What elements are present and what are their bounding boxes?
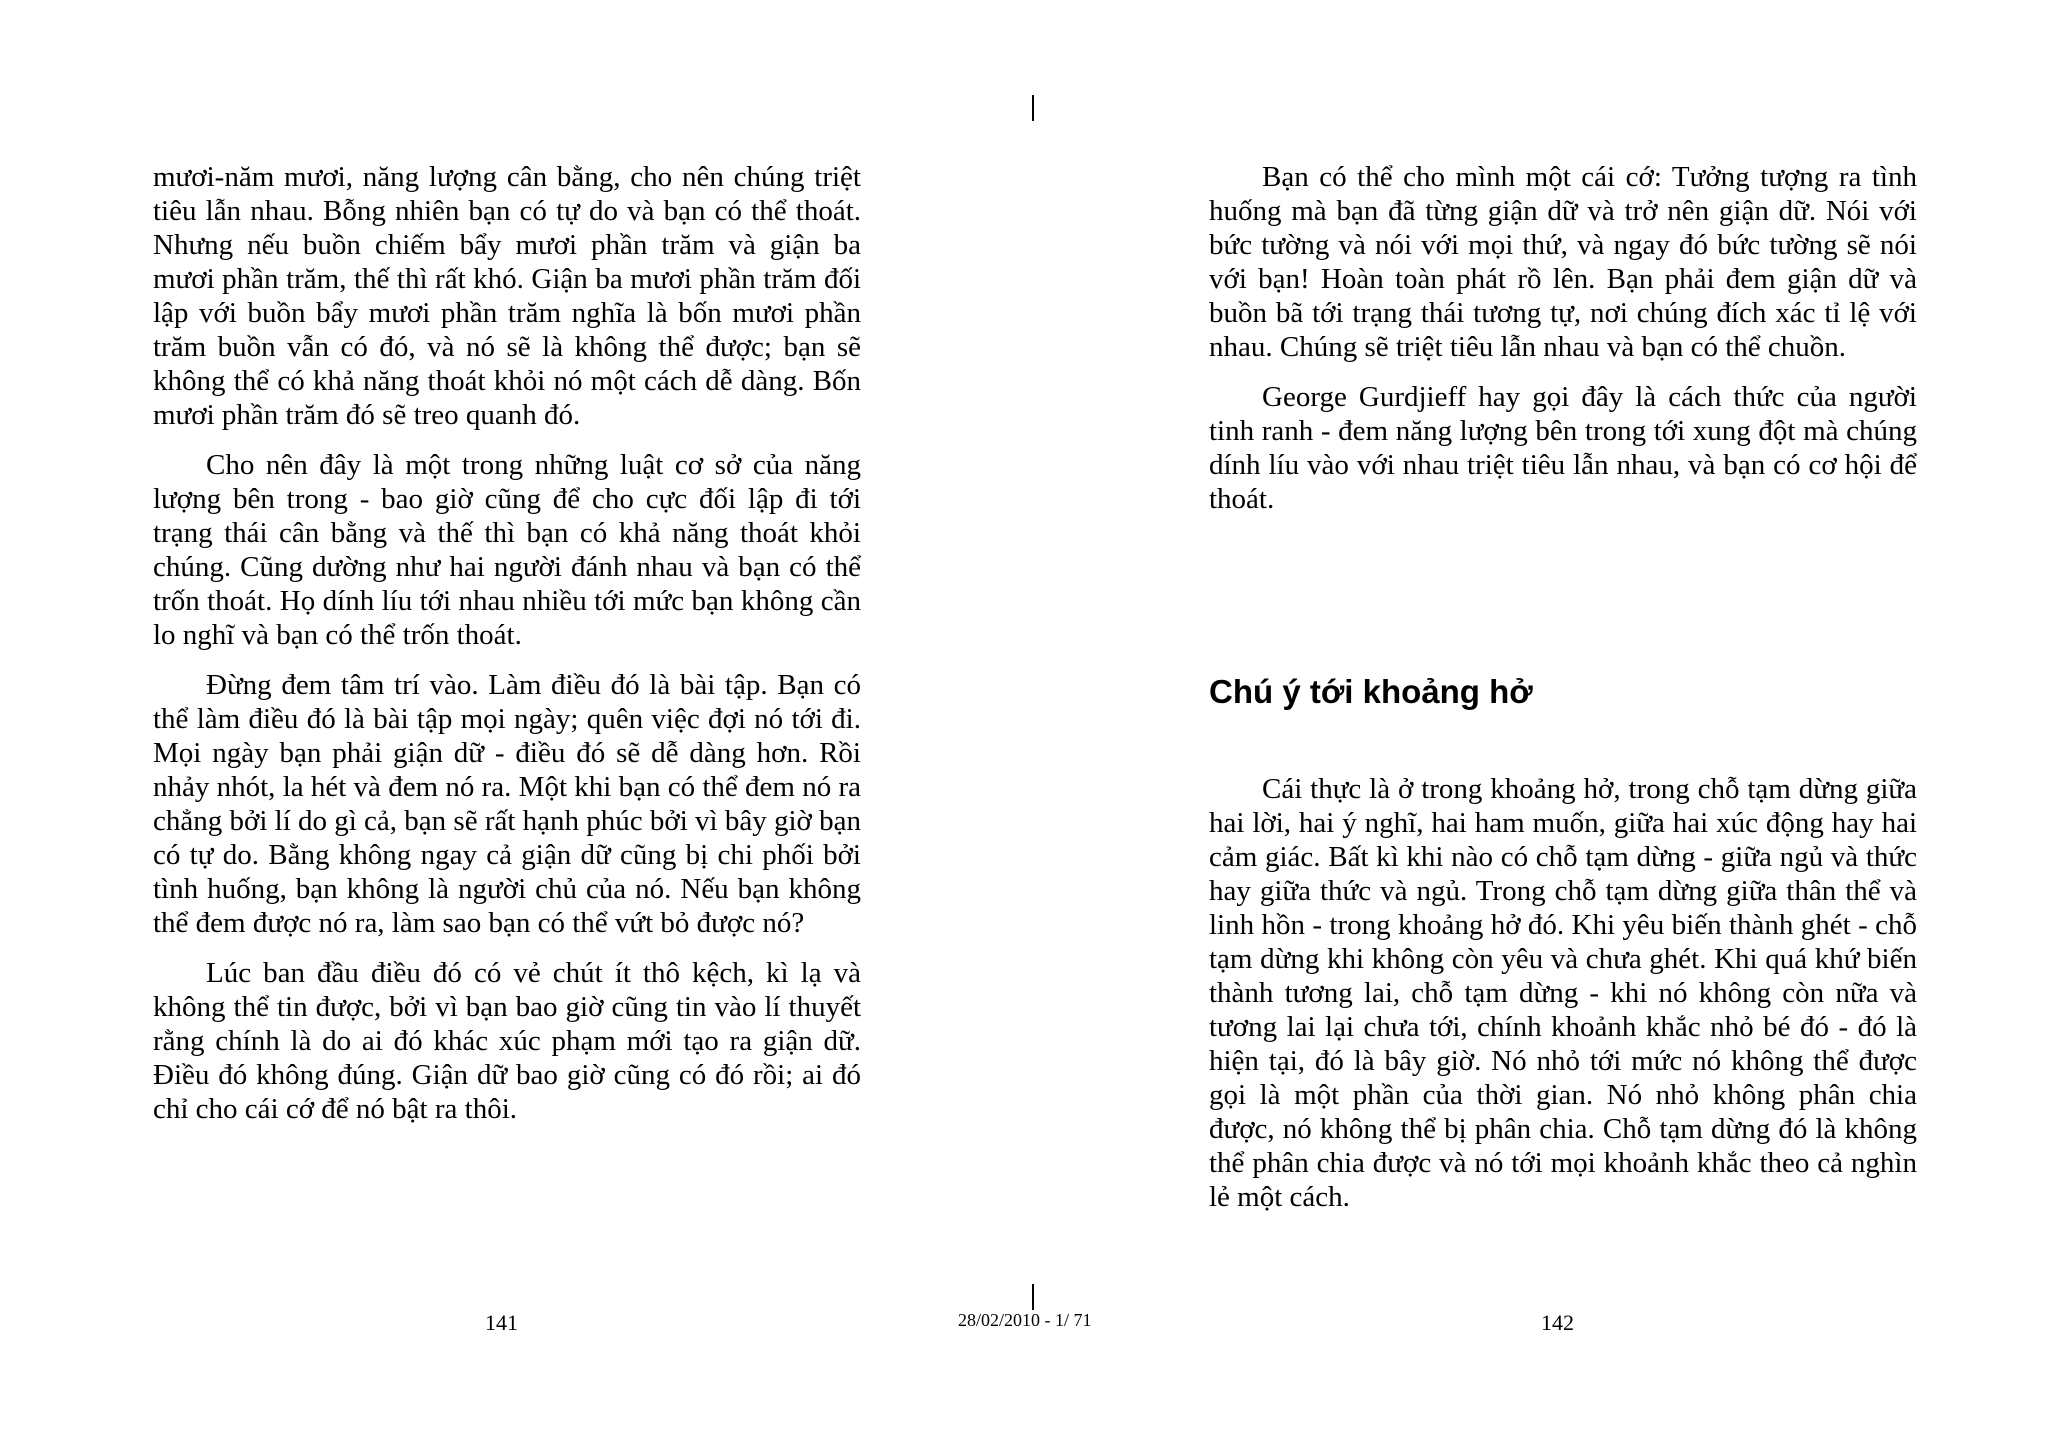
paragraph: Đừng đem tâm trí vào. Làm điều đó là bài tập. Bạn có thể làm điều đó là bài tập mọi ngày; quên việc đợi nó tới đi. Mọi ngày bạn phải giận dữ - điều đó sẽ dễ dàng hơn. Rồi nhảy nhót, la hét và đem nó ra. Một khi bạn có thể đem nó ra chẳng bởi lí do gì cả, bạn sẽ rất hạnh phúc bởi vì bây giờ bạn có tự do. Bằng không ngay cả giận dữ cũng bị chi phối bởi tình huống, bạn không là người chủ của nó. Nếu bạn không thể đem được nó ra, làm sao bạn có thể vứt bỏ được nó? (153, 669, 861, 939)
section-heading: Chú ý tới khoảng hở (1209, 673, 1533, 710)
paragraph: Lúc ban đầu điều đó có vẻ chút ít thô kệch, kì lạ và không thể tin được, bởi vì bạn bao giờ cũng tin vào lí thuyết rằng chính là do ai đó khác xúc phạm mới tạo ra giận dữ. Điều đó không đúng. Giận dữ bao giờ cũng có đó rồi; ai đó chỉ cho cái cớ để nó bật ra thôi. (153, 957, 861, 1125)
paragraph: mươi-năm mươi, năng lượng cân bằng, cho nên chúng triệt tiêu lẫn nhau. Bỗng nhiên bạn có tự do và bạn có thể thoát. Nhưng nếu buồn chiếm bẩy mươi phần trăm và giận ba mươi phần trăm, thế thì rất khó. Giận ba mươi phần trăm đối lập với buồn bẩy mươi phần trăm nghĩa là bốn mươi phần trăm buồn vẫn có đó, và nó sẽ là không thể được; bạn sẽ không thể có khả năng thoát khỏi nó một cách dễ dàng. Bốn mươi phần trăm đó sẽ treo quanh đó. (153, 161, 861, 431)
paragraph: Cái thực là ở trong khoảng hở, trong chỗ tạm dừng giữa hai lời, hai ý nghĩ, hai ham muốn, giữa hai xúc động hay hai cảm giác. Bất kì khi nào có chỗ tạm dừng - giữa ngủ và thức hay giữa thức và ngủ. Trong chỗ tạm dừng giữa thân thể và linh hồn - trong khoảng hở đó. Khi yêu biến thành ghét - chỗ tạm dừng khi không còn yêu và chưa ghét. Khi quá khứ biến thành tương lai, chỗ tạm dừng - khi nó không còn nữa và tương lai lại chưa tới, chính khoảnh khắc nhỏ bé đó - đó là hiện tại, đó là bây giờ. Nó nhỏ tới mức nó không thể được gọi là một phần của thời gian. Nó nhỏ không phân chia được, nó không thể bị phân chia. Chỗ tạm dừng đó là không thể phân chia được và nó tới mọi khoảnh khắc theo cả nghìn lẻ một cách. (1209, 773, 1917, 1213)
right-page-body-top (1209, 160, 1917, 532)
left-page-body (153, 160, 861, 1142)
right-page-body-bottom (1209, 772, 1917, 1230)
page-number-right: 142 (1541, 1310, 1574, 1335)
page-number-left: 141 (485, 1310, 518, 1335)
paragraph: George Gurdjieff hay gọi đây là cách thức của người tinh ranh - đem năng lượng bên trong tới xung đột mà chúng dính líu vào với nhau triệt tiêu lẫn nhau, và bạn có cơ hội để thoát. (1209, 381, 1917, 515)
gutter-mark-bottom (1032, 1284, 1034, 1310)
gutter-mark-top (1032, 95, 1034, 121)
paragraph: Cho nên đây là một trong những luật cơ sở của năng lượng bên trong - bao giờ cũng để cho cực đối lập đi tới trạng thái cân bằng và thế thì bạn có khả năng thoát khỏi chúng. Cũng dường như hai người đánh nhau và bạn có thể trốn thoát. Họ dính líu tới nhau nhiều tới mức bạn không cần lo nghĩ và bạn có thể trốn thoát. (153, 449, 861, 651)
footer-date-page: 28/02/2010 - 1/ 71 (958, 1310, 1092, 1330)
paragraph: Bạn có thể cho mình một cái cớ: Tưởng tượng ra tình huống mà bạn đã từng giận dữ và trở nên giận dữ. Nói với bức tường và nói với mọi thứ, và ngay đó bức tường sẽ nói với bạn! Hoàn toàn phát rồ lên. Bạn phải đem giận dữ và buồn bã tới trạng thái tương tự, nơi chúng đích xác tỉ lệ với nhau. Chúng sẽ triệt tiêu lẫn nhau và bạn có thể chuồn. (1209, 161, 1917, 363)
